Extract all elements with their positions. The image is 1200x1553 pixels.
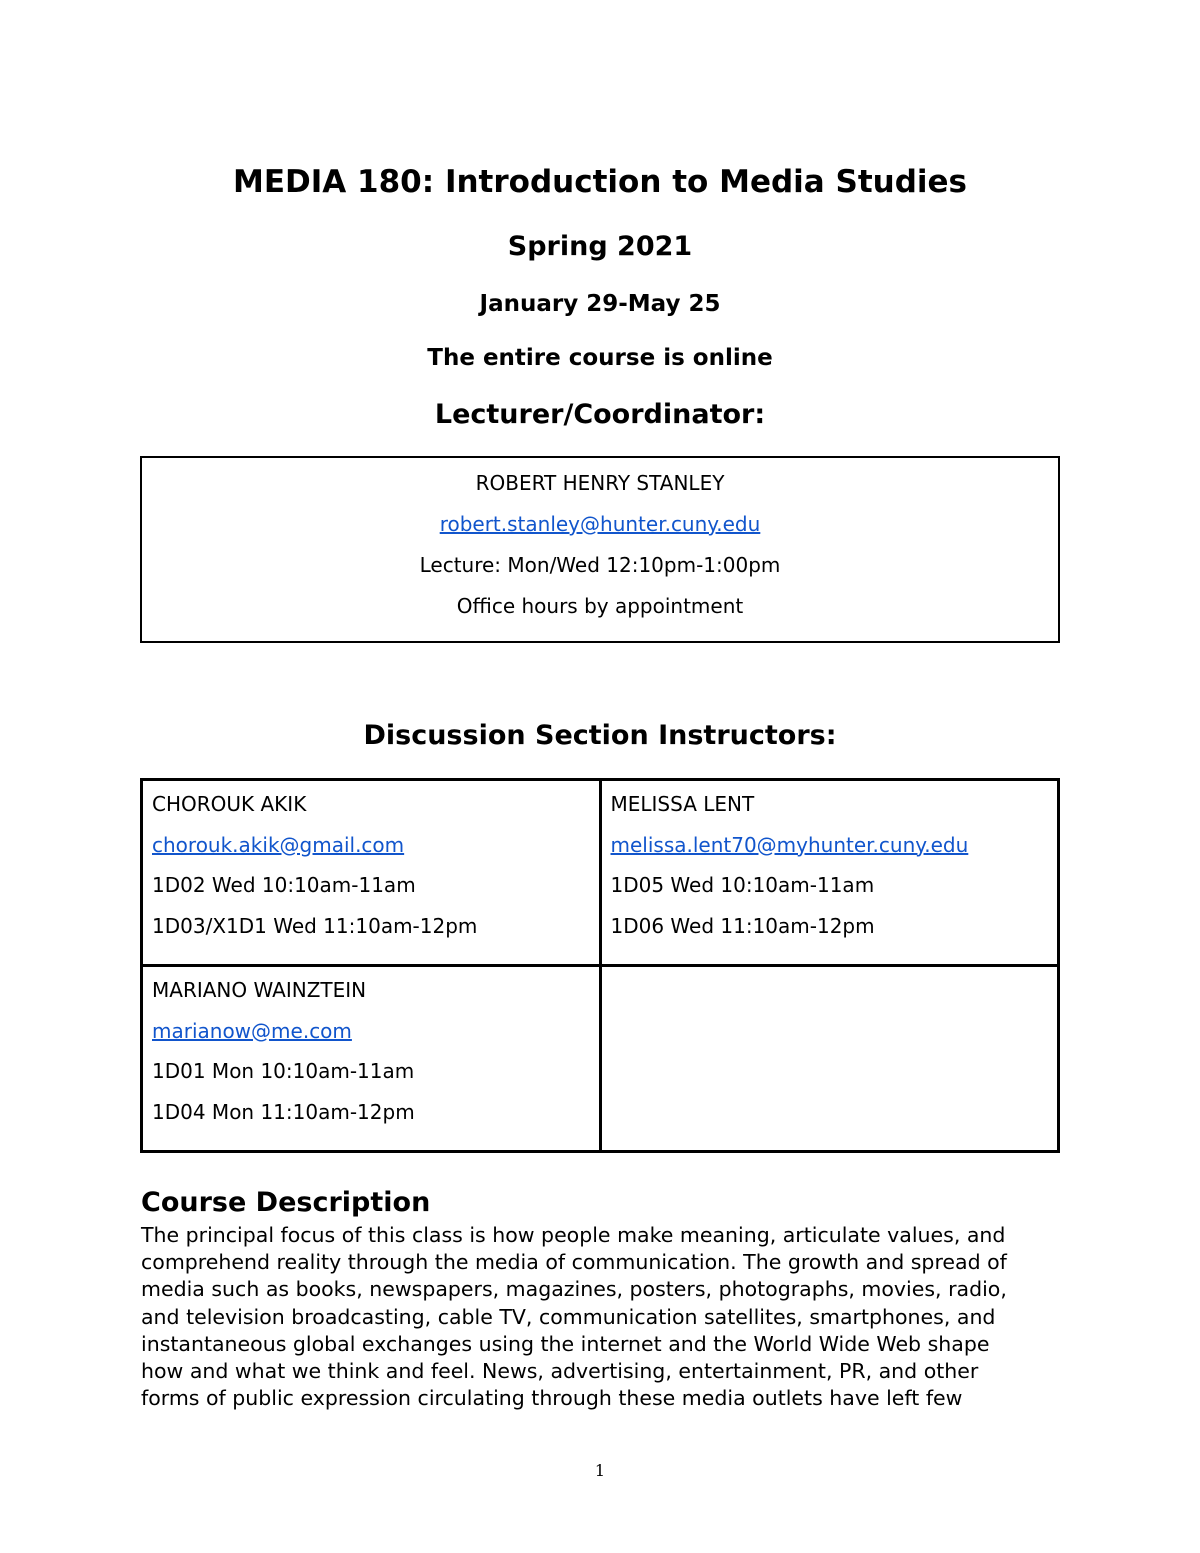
lecture-times: Lecture: Mon/Wed 12:10pm-1:00pm [419, 553, 781, 577]
course-description-body [141, 1222, 1066, 1412]
instructor-email-link[interactable]: marianow@me.com [152, 1018, 352, 1043]
description-line: comprehend reality through the media of communication. The growth and spread of [141, 1250, 1007, 1275]
instructor-name: MARIANO WAINZTEIN [152, 978, 367, 1002]
description-line: The principal focus of this class is how people make meaning, articulate values, and [141, 1223, 1006, 1247]
lecturer-email-link[interactable]: robert.stanley@hunter.cuny.edu [439, 512, 761, 536]
lecturer-heading: Lecturer/Coordinator: [434, 399, 766, 430]
instructor-cell [142, 966, 601, 1152]
course-dates: January 29-May 25 [479, 291, 721, 317]
instructor-cell [142, 780, 601, 966]
description-line: instantaneous global exchanges using the internet and the World Wide Web shape [141, 1331, 990, 1356]
instructor-name: MELISSA LENT [610, 792, 755, 816]
section-time: 1D01 Mon 10:10am-11am [152, 1059, 415, 1083]
section-time: 1D05 Wed 10:10am-11am [610, 873, 875, 897]
section-time: 1D02 Wed 10:10am-11am [152, 873, 416, 897]
description-line: and television broadcasting, cable TV, communication satellites, smartphones, and [141, 1304, 996, 1329]
instructor-cell [600, 780, 1059, 966]
lecturer-name: ROBERT HENRY STANLEY [475, 471, 725, 495]
lecturer-box [140, 456, 1060, 643]
instructor-email-link[interactable]: melissa.lent70@myhunter.cuny.edu [610, 832, 969, 857]
discussion-heading: Discussion Section Instructors: [363, 720, 837, 751]
section-time: 1D04 Mon 11:10am-12pm [152, 1099, 415, 1124]
section-time: 1D06 Wed 11:10am-12pm [610, 913, 875, 938]
instructor-email-link[interactable]: chorouk.akik@gmail.com [152, 832, 405, 857]
description-line: media such as books, newspapers, magazines, posters, photographs, movies, radio, [141, 1277, 1007, 1302]
course-description-heading: Course Description [141, 1187, 431, 1218]
delivery-note: The entire course is online [427, 345, 773, 371]
empty-cell [600, 966, 1059, 1152]
term: Spring 2021 [507, 231, 693, 262]
office-hours: Office hours by appointment [456, 594, 744, 618]
section-time: 1D03/X1D1 Wed 11:10am-12pm [152, 913, 478, 938]
page-title: MEDIA 180: Introduction to Media Studies [232, 164, 968, 200]
instructor-name: CHOROUK AKIK [152, 792, 307, 816]
instructor-table [140, 778, 1060, 1153]
page-number: 1 [594, 1461, 606, 1480]
description-line: forms of public expression circulating through these media outlets have left few [141, 1386, 963, 1411]
description-line: how and what we think and feel. News, advertising, entertainment, PR, and other [141, 1358, 979, 1383]
